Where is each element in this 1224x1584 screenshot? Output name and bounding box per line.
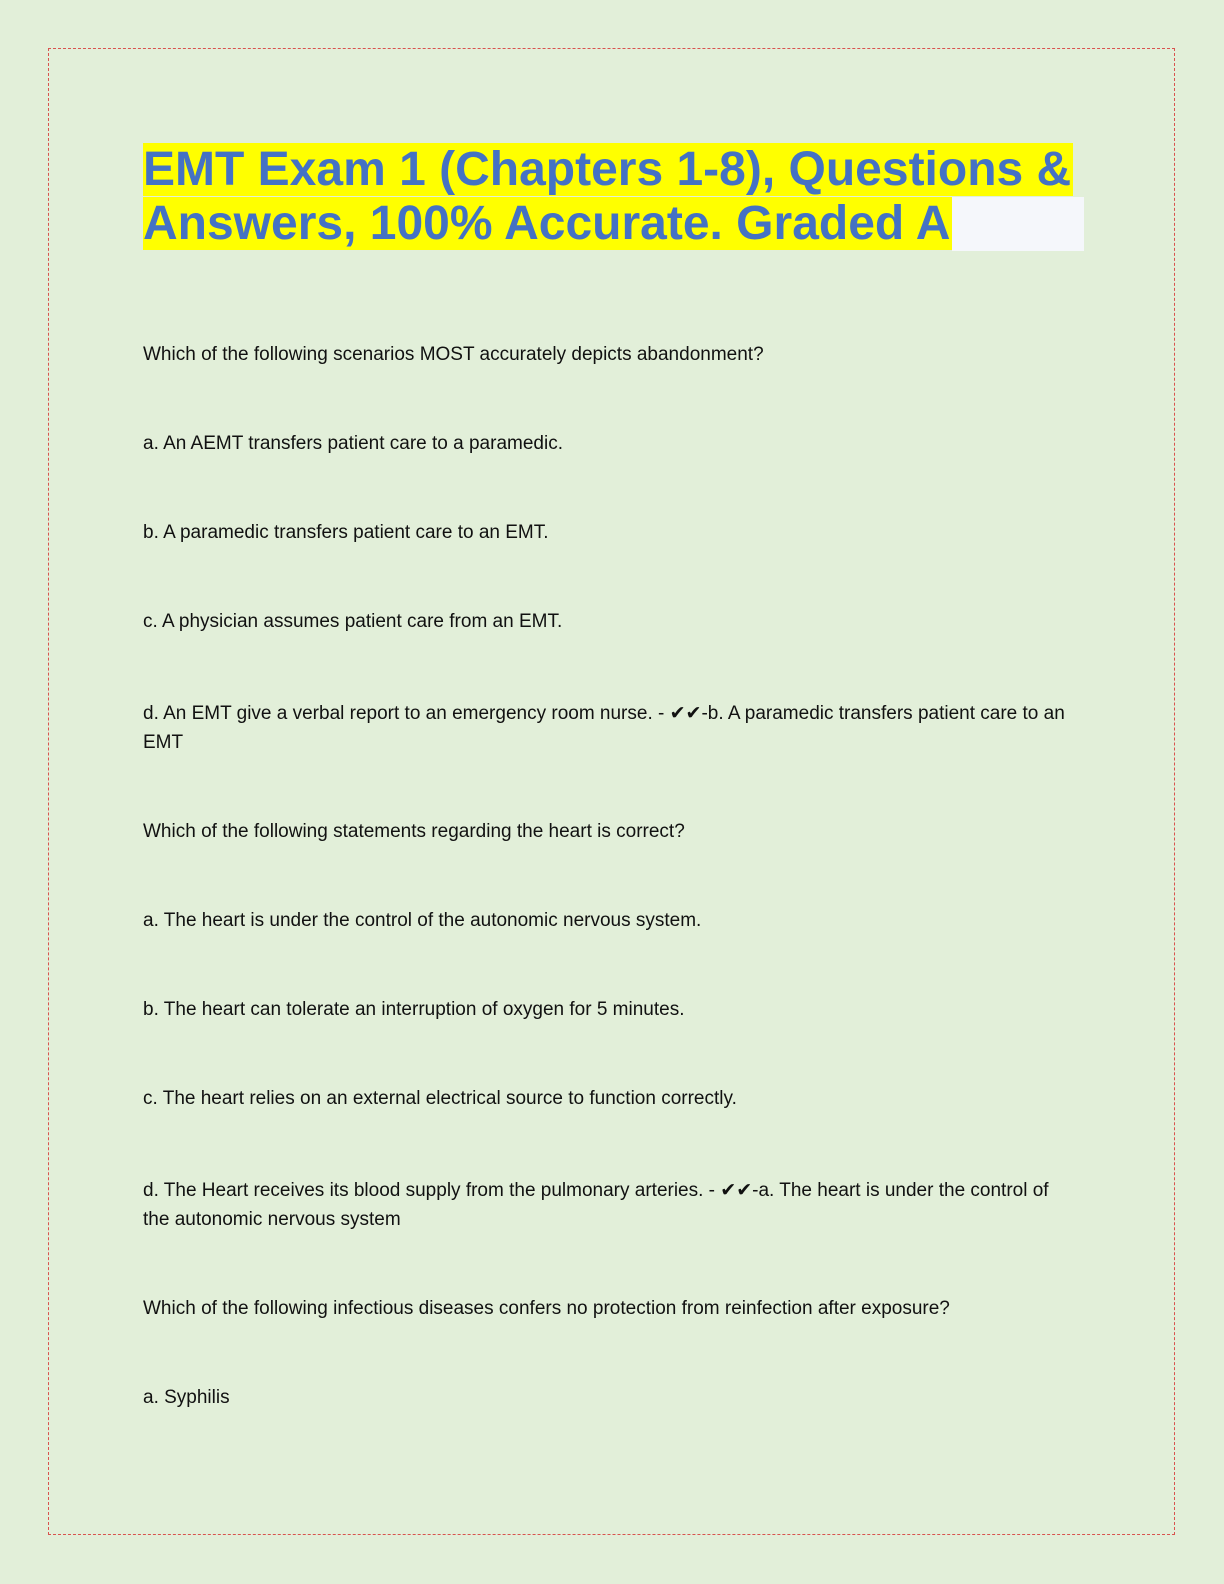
question-1-option-b: b. A paramedic transfers patient care to an EMT. bbox=[143, 522, 549, 543]
title-highlight-gap bbox=[952, 197, 1084, 251]
question-3-option-a: a. Syphilis bbox=[143, 1387, 230, 1408]
question-2-option-b: b. The heart can tolerate an interruption of oxygen for 5 minutes. bbox=[143, 999, 685, 1020]
document-title bbox=[143, 143, 1083, 251]
title-line-1: EMT Exam 1 (Chapters 1-8), Questions & bbox=[143, 143, 1072, 196]
question-1: Which of the following scenarios MOST accurately depicts abandonment? bbox=[143, 344, 764, 365]
question-1-option-d-answer: d. An EMT give a verbal report to an emergency room nurse. - ✔✔-b. A paramedic transfers patient care to an EMT bbox=[143, 703, 1065, 753]
question-2-option-d-answer: d. The Heart receives its blood supply from the pulmonary arteries. - ✔✔-a. The heart is under the control of the autonomic nervous system bbox=[143, 1180, 1049, 1230]
question-2-option-a: a. The heart is under the control of the autonomic nervous system. bbox=[143, 910, 702, 931]
question-1-option-c: c. A physician assumes patient care from an EMT. bbox=[143, 611, 563, 632]
title-line-2: Answers, 100% Accurate. Graded A bbox=[143, 197, 1083, 251]
question-2: Which of the following statements regarding the heart is correct? bbox=[143, 821, 685, 842]
question-2-option-c: c. The heart relies on an external electrical source to function correctly. bbox=[143, 1088, 737, 1109]
question-3: Which of the following infectious diseases confers no protection from reinfection after exposure? bbox=[143, 1298, 950, 1319]
question-1-option-a: a. An AEMT transfers patient care to a paramedic. bbox=[143, 433, 563, 454]
